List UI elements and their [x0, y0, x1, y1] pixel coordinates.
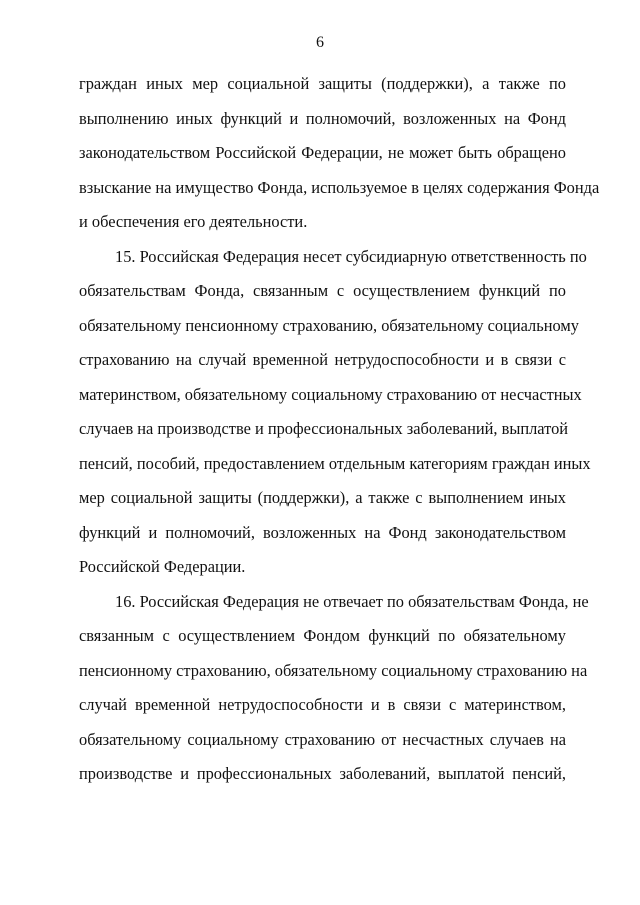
text-line: материнством, обязательному социальному страхованию от несчастных [79, 384, 582, 404]
text-line: пенсионному страхованию, обязательному социальному страхованию на [79, 660, 588, 680]
page-number: 6 [316, 34, 324, 51]
text-line: выполнению иных функций и полномочий, возложенных на Фонд [79, 108, 566, 128]
text-line: пенсий, пособий, предоставлением отдельным категориям граждан иных [79, 453, 591, 473]
paragraph-item-16 [79, 585, 589, 792]
text-line: 16. Российская Федерация не отвечает по обязательствам Фонда, не [115, 591, 589, 611]
text-line: случаев на производстве и профессиональных заболеваний, выплатой [79, 419, 569, 438]
text-line: обязательному социальному страхованию от несчастных случаев на [79, 729, 566, 749]
text-line: Российской Федерации. [79, 557, 246, 576]
text-line: страхованию на случай временной нетрудоспособности и в связи с [79, 350, 566, 369]
text-line: граждан иных мер социальной защиты (поддержки), а также по [79, 74, 566, 93]
text-line: случай временной нетрудоспособности и в связи с материнством, [79, 695, 566, 714]
text-line: функций и полномочий, возложенных на Фонд законодательством [79, 522, 566, 542]
document-body [79, 67, 600, 792]
text-line: связанным с осуществлением Фондом функций по обязательному [79, 626, 566, 645]
paragraph-item-15 [79, 240, 591, 585]
text-line: 15. Российская Федерация несет субсидиарную ответственность по [115, 246, 587, 266]
text-line: законодательством Российской Федерации, не может быть обращено [79, 143, 566, 162]
text-line: обязательному пенсионному страхованию, обязательному социальному [79, 315, 579, 335]
text-line: обязательствам Фонда, связанным с осуществлением функций по [79, 281, 566, 300]
paragraph-continuation [79, 67, 600, 240]
text-line: мер социальной защиты (поддержки), а также с выполнением иных [79, 488, 566, 507]
text-line: взыскание на имущество Фонда, используемое в целях содержания Фонда [79, 177, 600, 197]
text-line: производстве и профессиональных заболеваний, выплатой пенсий, [79, 764, 566, 783]
text-line: и обеспечения его деятельности. [79, 212, 308, 231]
